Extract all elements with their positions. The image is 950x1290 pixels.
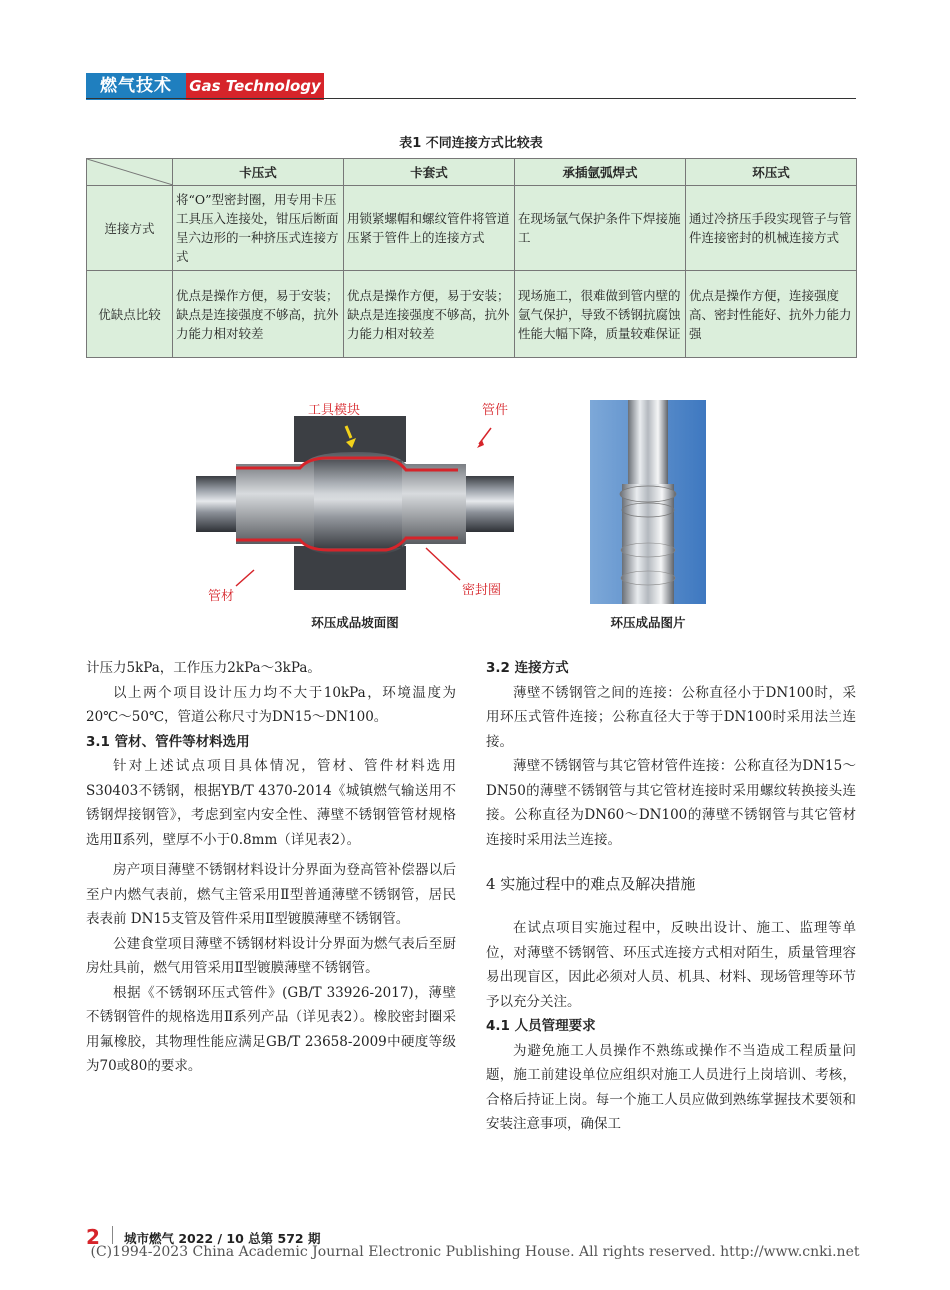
table-row [87, 186, 857, 271]
table-cell: 用锁紧螺帽和螺纹管件将管道压紧于管件上的连接方式 [344, 186, 515, 271]
table-header-row [87, 159, 857, 186]
paragraph: 公建食堂项目薄壁不锈钢材料设计分界面为燃气表后至厨房灶具前，燃气用管采用Ⅱ型镀膜薄壁不锈钢管。 [86, 935, 456, 976]
table-header-cell: 承插氩弧焊式 [515, 159, 686, 186]
table-cell: 通过冷挤压手段实现管子与管件连接密封的机械连接方式 [686, 186, 857, 271]
copyright-notice: (C)1994-2023 China Academic Journal Electronic Publishing House. All rights reserved. http://www.cnki.net [90, 1244, 860, 1260]
paragraph: 在试点项目实施过程中，反映出设计、施工、监理等单位，对薄壁不锈钢管、环压式连接方式相对陌生，质量管理容易出现盲区，因此必须对人员、机具、材料、现场管理等环节予以充分关注。 [486, 920, 856, 1010]
paragraph: 根据《不锈钢环压式管件》(GB/T 33926-2017)，薄壁不锈钢管件的规格选用Ⅱ系列产品（详见表2）。橡胶密封圈采用氟橡胶，其物理性能应满足GB/T 23658-2009中硬度等级为70或80的要求。 [86, 984, 456, 1074]
table-cell: 现场施工，很难做到管内壁的氩气保护，导致不锈钢抗腐蚀性能大幅下降，质量较难保证 [515, 271, 686, 358]
row-label: 优缺点比较 [87, 271, 173, 358]
cross-section-figure [196, 398, 514, 604]
table-row [87, 271, 857, 358]
figure-caption-left: 环压成品坡面图 [311, 615, 399, 630]
page-number: 2 [86, 1225, 100, 1249]
comparison-table [86, 158, 857, 358]
journal-name-en: Gas Technology [186, 73, 324, 100]
paragraph: 计压力5kPa，工作压力2kPa～3kPa。 [86, 660, 321, 676]
table-header-cell: 卡套式 [344, 159, 515, 186]
label-tool-module: 工具模块 [308, 403, 361, 418]
section-heading-3-1: 3.1 管材、管件等材料选用 [86, 733, 250, 750]
body-column-left [86, 656, 456, 1079]
section-heading-4-1: 4.1 人员管理要求 [486, 1018, 596, 1034]
table-cell: 在现场氩气保护条件下焊接施工 [515, 186, 686, 271]
label-pipe: 管材 [208, 589, 235, 604]
paragraph: 房产项目薄壁不锈钢材料设计分界面为登高管补偿器以后至户内燃气表前，燃气主管采用Ⅱ型普通薄壁不锈钢管，居民表表前 DN15支管及管件采用Ⅱ型镀膜薄壁不锈钢管。 [86, 862, 456, 927]
section-heading-3-2: 3.2 连接方式 [486, 660, 569, 676]
header-rule [86, 98, 856, 99]
paragraph: 为避免施工人员操作不熟练或操作不当造成工程质量问题，施工前建设单位应组织对施工人员进行上岗培训、考核，合格后持证上岗。每一个施工人员应做到熟练掌握技术要领和安装注意事项，确保工 [486, 1042, 856, 1132]
table-cell: 优点是操作方便，易于安装；缺点是连接强度不够高，抗外力能力相对较差 [344, 271, 515, 358]
table-caption: 表1 不同连接方式比较表 [399, 136, 543, 151]
product-photo [590, 400, 706, 604]
figure-caption-right: 环压成品图片 [610, 615, 686, 630]
paragraph: 薄壁不锈钢管与其它管材管件连接：公称直径为DN15～DN50的薄壁不锈钢管与其它管材连接时采用螺纹转换接头连接。公称直径为DN60～DN100的薄壁不锈钢管与其它管材连接时采用法兰连接。 [486, 758, 856, 848]
table-header-cell: 环压式 [686, 159, 857, 186]
journal-name-cn: 燃气技术 [86, 73, 186, 100]
issue-info: 城市燃气 2022 / 10 总第 572 期 [124, 1231, 321, 1246]
row-label: 连接方式 [87, 186, 173, 271]
paragraph: 以上两个项目设计压力均不大于10kPa，环境温度为20℃～50℃，管道公称尺寸为DN15～DN100。 [86, 684, 456, 725]
table-cell: 优点是操作方便，易于安装；缺点是连接强度不够高，抗外力能力相对较差 [173, 271, 344, 358]
label-fitting: 管件 [482, 403, 509, 418]
cross-section-diagram [196, 398, 514, 604]
table-cell: 将“O”型密封圈，用专用卡压工具压入连接处，钳压后断面呈六边形的一种挤压式连接方式 [173, 186, 344, 271]
table-header-cell: 卡压式 [173, 159, 344, 186]
table-corner-cell [87, 159, 173, 186]
corner-diagonal [87, 159, 173, 185]
body-column-right [486, 656, 856, 1137]
label-seal: 密封圈 [462, 583, 502, 598]
footer-divider [112, 1226, 113, 1244]
table-cell: 优点是操作方便，连接强度高、密封性能好、抗外力能力强 [686, 271, 857, 358]
paragraph: 薄壁不锈钢管之间的连接：公称直径小于DN100时，采用环压式管件连接；公称直径大于等于DN100时采用法兰连接。 [486, 684, 856, 750]
product-photo-drawing [590, 400, 706, 604]
paragraph: 针对上述试点项目具体情况，管材、管件材料选用S30403不锈钢，根据YB/T 4370-2014《城镇燃气输送用不锈钢焊接钢管》，考虑到室内安全性、薄壁不锈钢管管材规格选用Ⅱ系列，壁厚不小于0.8mm（详见表2）。 [86, 758, 456, 848]
section-heading-4: 4 实施过程中的难点及解决措施 [486, 875, 696, 893]
